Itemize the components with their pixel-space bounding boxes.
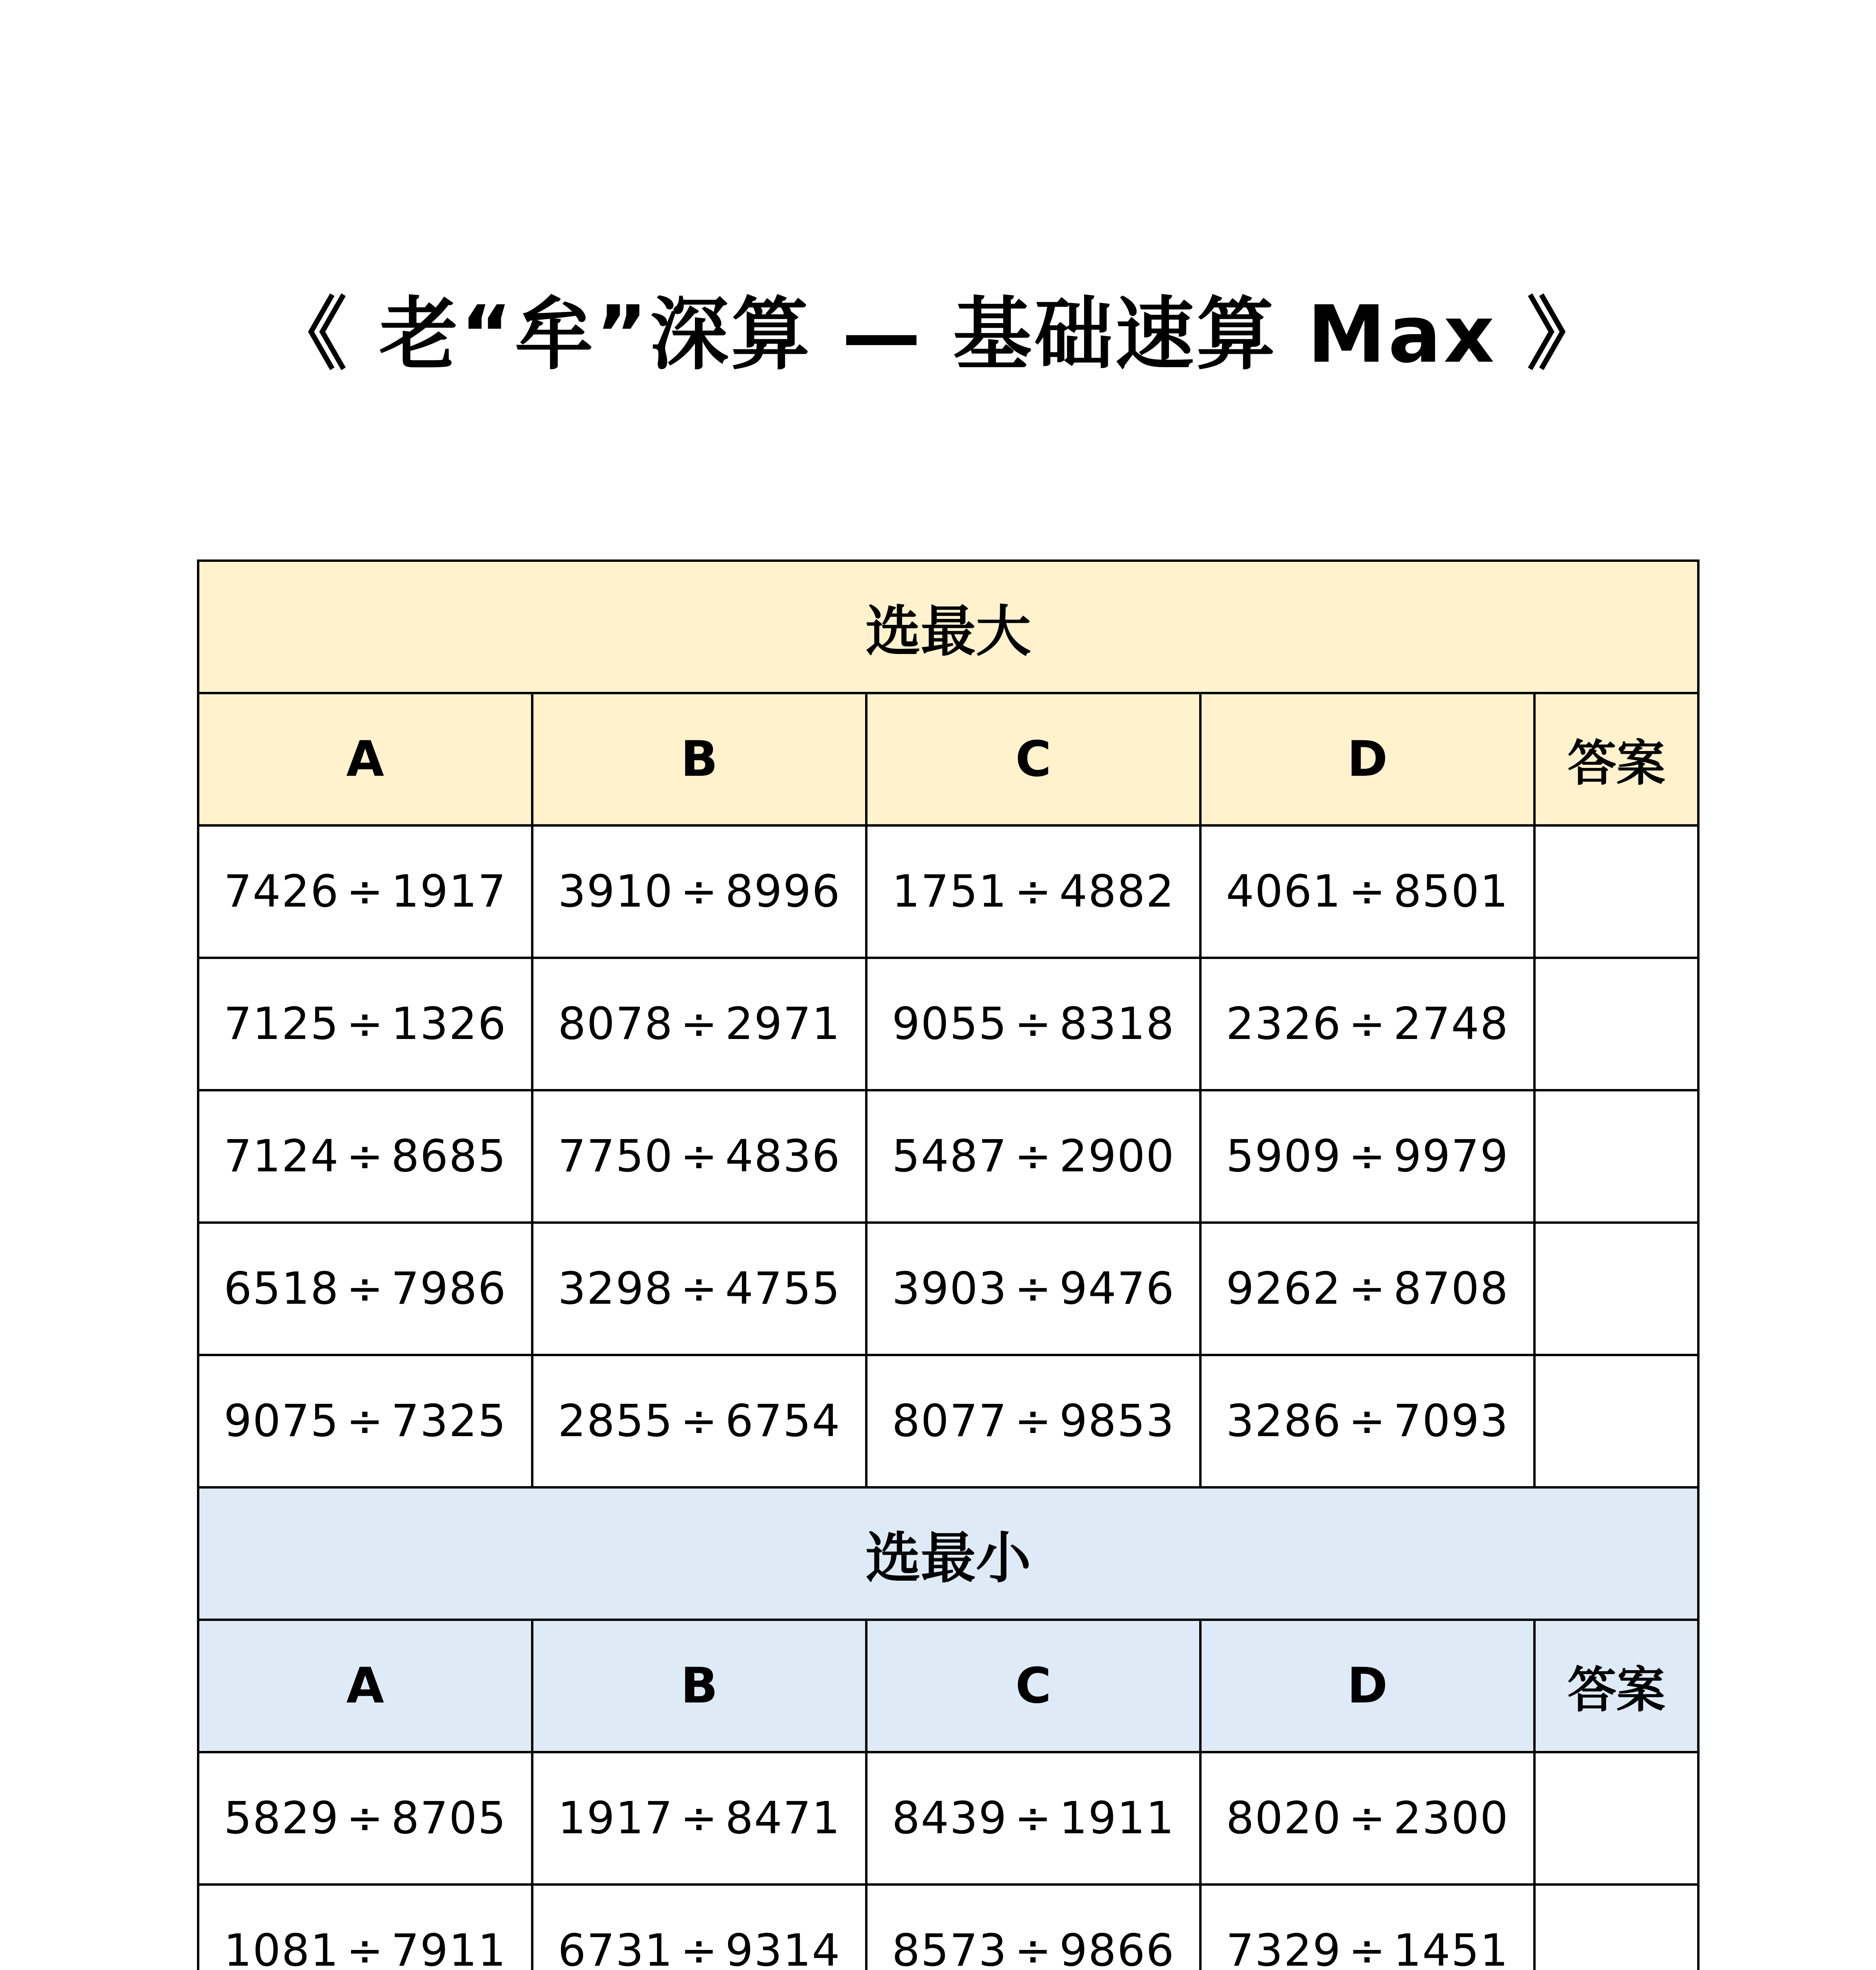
divisor: 9866 — [1059, 1925, 1175, 1970]
division-problem-b — [532, 1355, 866, 1487]
column-header-a: A — [198, 1620, 532, 1752]
answer-box[interactable] — [1534, 1752, 1698, 1885]
divide-sign: ÷ — [346, 1925, 384, 1970]
divisor: 4882 — [1059, 866, 1175, 917]
division-problem-d — [1200, 1885, 1534, 1970]
divisor: 8708 — [1393, 1263, 1509, 1314]
divide-sign: ÷ — [346, 1793, 384, 1844]
division-problem-a — [198, 958, 532, 1090]
divisor: 7325 — [391, 1396, 507, 1447]
dividend: 2326 — [1226, 998, 1342, 1050]
division-problem-c — [866, 1752, 1200, 1885]
division-problem-c — [866, 825, 1200, 958]
column-header-a: A — [198, 693, 532, 825]
dividend: 8020 — [1226, 1793, 1342, 1844]
divide-sign: ÷ — [680, 1925, 718, 1970]
divisor: 8705 — [391, 1793, 507, 1844]
divide-sign: ÷ — [1348, 1793, 1386, 1844]
dividend: 8078 — [558, 998, 674, 1050]
division-problem-b — [532, 958, 866, 1090]
table-row — [198, 1355, 1698, 1487]
division-problem-b — [532, 1090, 866, 1223]
division-problem-c — [866, 958, 1200, 1090]
divisor: 8996 — [725, 866, 841, 917]
division-problem-d — [1200, 1090, 1534, 1223]
column-header-row-min — [198, 1620, 1698, 1752]
column-header-b: B — [532, 693, 866, 825]
division-problem-a — [198, 1223, 532, 1355]
divisor: 2900 — [1059, 1131, 1175, 1182]
divide-sign: ÷ — [346, 1263, 384, 1314]
divisor: 8501 — [1393, 866, 1509, 917]
division-problem-c — [866, 1885, 1200, 1970]
dividend: 8573 — [892, 1925, 1008, 1970]
divide-sign: ÷ — [1014, 1263, 1052, 1314]
answer-box[interactable] — [1534, 1355, 1698, 1487]
division-problem-b — [532, 1223, 866, 1355]
divisor: 1911 — [1059, 1793, 1175, 1844]
divide-sign: ÷ — [346, 1131, 384, 1182]
column-header-b: B — [532, 1620, 866, 1752]
page-title: 《 老“牟”深算 — 基础速算 Max 》 — [268, 289, 1608, 381]
divide-sign: ÷ — [1348, 1396, 1386, 1447]
divide-sign: ÷ — [1014, 1925, 1052, 1970]
division-problem-c — [866, 1355, 1200, 1487]
divide-sign: ÷ — [1348, 1925, 1386, 1970]
division-problem-c — [866, 1223, 1200, 1355]
column-header-c: C — [866, 693, 1200, 825]
dividend: 1081 — [224, 1925, 340, 1970]
divisor: 1917 — [391, 866, 507, 917]
dividend: 3903 — [892, 1263, 1008, 1314]
dividend: 7426 — [224, 866, 340, 917]
section-title-min: 选最小 — [198, 1487, 1698, 1620]
answer-box[interactable] — [1534, 825, 1698, 958]
dividend: 6518 — [224, 1263, 340, 1314]
division-problem-d — [1200, 1752, 1534, 1885]
divisor: 9853 — [1059, 1396, 1175, 1447]
column-header-c: C — [866, 1620, 1200, 1752]
divisor: 9476 — [1059, 1263, 1175, 1314]
dividend: 9262 — [1226, 1263, 1342, 1314]
dividend: 2855 — [558, 1396, 674, 1447]
dividend: 5487 — [892, 1131, 1008, 1182]
divide-sign: ÷ — [680, 1263, 718, 1314]
divide-sign: ÷ — [680, 1396, 718, 1447]
worksheet-table — [197, 559, 1700, 1970]
dividend: 5909 — [1226, 1131, 1342, 1182]
answer-box[interactable] — [1534, 958, 1698, 1090]
division-problem-a — [198, 825, 532, 958]
divisor: 1326 — [391, 998, 507, 1050]
dividend: 8439 — [892, 1793, 1008, 1844]
dividend: 8077 — [892, 1396, 1008, 1447]
table-row — [198, 1090, 1698, 1223]
dividend: 5829 — [224, 1793, 340, 1844]
dividend: 7124 — [224, 1131, 340, 1182]
divide-sign: ÷ — [1014, 998, 1052, 1050]
divide-sign: ÷ — [1014, 866, 1052, 917]
divisor: 7911 — [391, 1925, 507, 1970]
column-header-row-max — [198, 693, 1698, 825]
divisor: 7986 — [391, 1263, 507, 1314]
section-title-row-min — [198, 1487, 1698, 1620]
division-problem-d — [1200, 1355, 1534, 1487]
divide-sign: ÷ — [346, 1396, 384, 1447]
division-problem-a — [198, 1355, 532, 1487]
divide-sign: ÷ — [680, 866, 718, 917]
divisor: 9314 — [725, 1925, 841, 1970]
divide-sign: ÷ — [1014, 1396, 1052, 1447]
divide-sign: ÷ — [1348, 1131, 1386, 1182]
dividend: 4061 — [1226, 866, 1342, 917]
dividend: 7125 — [224, 998, 340, 1050]
divisor: 4755 — [725, 1263, 841, 1314]
column-header-d: D — [1200, 1620, 1534, 1752]
divide-sign: ÷ — [1348, 998, 1386, 1050]
answer-box[interactable] — [1534, 1885, 1698, 1970]
divide-sign: ÷ — [1348, 866, 1386, 917]
dividend: 1751 — [892, 866, 1008, 917]
dividend: 6731 — [558, 1925, 674, 1970]
division-problem-c — [866, 1090, 1200, 1223]
division-problem-d — [1200, 1223, 1534, 1355]
divide-sign: ÷ — [680, 1131, 718, 1182]
answer-box[interactable] — [1534, 1090, 1698, 1223]
division-problem-b — [532, 825, 866, 958]
divisor: 8471 — [725, 1793, 841, 1844]
divisor: 1451 — [1393, 1925, 1509, 1970]
dividend: 3910 — [558, 866, 674, 917]
divide-sign: ÷ — [680, 1793, 718, 1844]
divide-sign: ÷ — [346, 998, 384, 1050]
dividend: 3298 — [558, 1263, 674, 1314]
division-problem-b — [532, 1885, 866, 1970]
table-row — [198, 958, 1698, 1090]
division-problem-b — [532, 1752, 866, 1885]
table-row — [198, 1223, 1698, 1355]
dividend: 9075 — [224, 1396, 340, 1447]
divide-sign: ÷ — [346, 866, 384, 917]
divisor: 9979 — [1393, 1131, 1509, 1182]
division-problem-a — [198, 1752, 532, 1885]
column-header-d: D — [1200, 693, 1534, 825]
division-problem-d — [1200, 825, 1534, 958]
division-problem-a — [198, 1885, 532, 1970]
section-title-max: 选最大 — [198, 561, 1698, 693]
divide-sign: ÷ — [1014, 1793, 1052, 1844]
section-title-row-max — [198, 561, 1698, 693]
table-row — [198, 825, 1698, 958]
dividend: 7750 — [558, 1131, 674, 1182]
divisor: 7093 — [1393, 1396, 1509, 1447]
table-row — [198, 1752, 1698, 1885]
column-header-answer: 答案 — [1534, 1620, 1698, 1752]
table-row — [198, 1885, 1698, 1970]
divisor: 4836 — [725, 1131, 841, 1182]
dividend: 3286 — [1226, 1396, 1342, 1447]
divisor: 6754 — [725, 1396, 841, 1447]
divide-sign: ÷ — [1014, 1131, 1052, 1182]
division-problem-a — [198, 1090, 532, 1223]
dividend: 7329 — [1226, 1925, 1342, 1970]
column-header-answer: 答案 — [1534, 693, 1698, 825]
divisor: 2300 — [1393, 1793, 1509, 1844]
divide-sign: ÷ — [680, 998, 718, 1050]
divisor: 8318 — [1059, 998, 1175, 1050]
divisor: 8685 — [391, 1131, 507, 1182]
answer-box[interactable] — [1534, 1223, 1698, 1355]
division-problem-d — [1200, 958, 1534, 1090]
divisor: 2971 — [725, 998, 841, 1050]
divide-sign: ÷ — [1348, 1263, 1386, 1314]
divisor: 2748 — [1393, 998, 1509, 1050]
dividend: 1917 — [558, 1793, 674, 1844]
dividend: 9055 — [892, 998, 1008, 1050]
